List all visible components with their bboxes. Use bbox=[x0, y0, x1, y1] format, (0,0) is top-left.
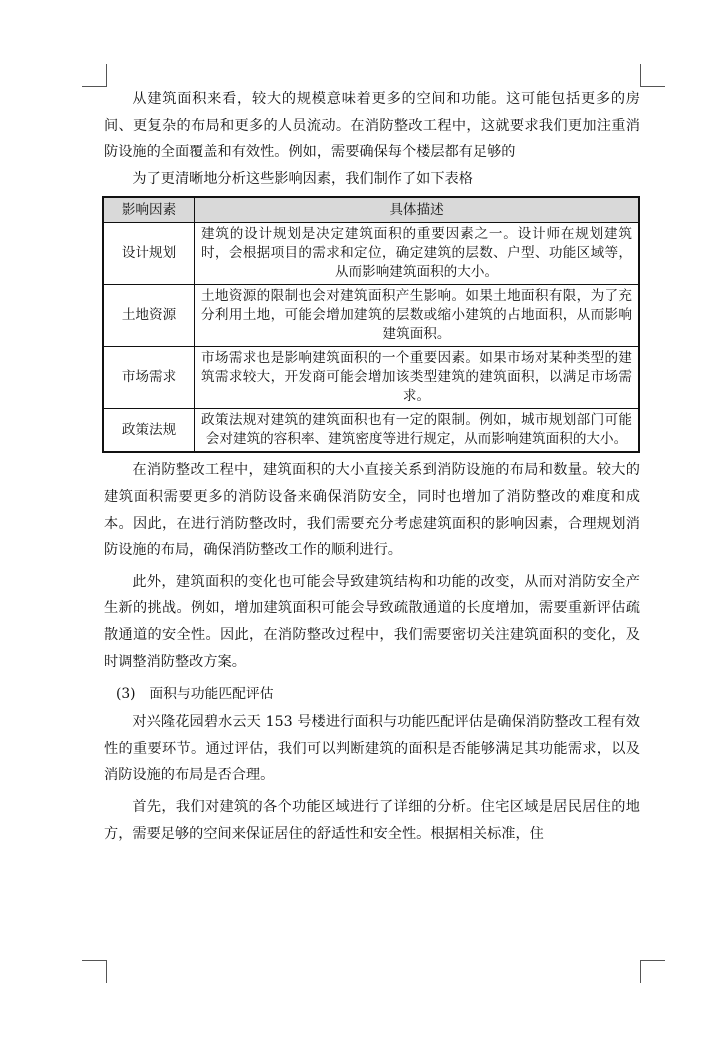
table-header-row bbox=[103, 197, 639, 223]
factor-cell: 政策法规 bbox=[103, 409, 195, 453]
description-cell bbox=[195, 285, 640, 347]
paragraph: 在消防整改工程中，建筑面积的大小直接关系到消防设施的布局和数量。较大的建筑面积需要更多的消防设备来确保消防安全，同时也增加了消防整改的难度和成本。因此，在进行消防整改时，我们需要充分考虑建筑面积的影响因素，合理规划消防设施的布局，确保消防整改工作的顺利进行。 bbox=[104, 462, 640, 559]
paragraph: 从建筑面积来看，较大的规模意味着更多的空间和功能。这可能包括更多的房间、更复杂的布局和更多的人员流动。在消防整改工程中，这就要求我们更加注重消防设施的全面覆盖和有效性。例如，需要确保每个楼层都有足够的 bbox=[104, 91, 640, 161]
description-cell bbox=[195, 347, 640, 409]
paragraph: 此外，建筑面积的变化也可能会导致建筑结构和功能的改变，从而对消防安全产生新的挑战。例如，增加建筑面积可能会导致疏散通道的长度增加，需要重新评估疏散通道的安全性。因此，在消防整改过程中，我们需要密切关注建筑面积的变化，及时调整消防整改方案。 bbox=[104, 573, 640, 670]
description-text: 建筑的设计规划是决定建筑面积的重要因素之一。设计师在规划建筑时，会根据项目的需求和定位，确定建筑的层数、户型、功能区域等，从而影响建筑面积的大小。 bbox=[201, 226, 632, 281]
factor-table bbox=[102, 196, 640, 453]
factor-cell: 设计规划 bbox=[103, 223, 195, 285]
description-cell bbox=[195, 223, 640, 285]
crop-mark-top-right bbox=[640, 64, 665, 87]
crop-mark-bottom-left bbox=[82, 960, 107, 983]
description-text: 土地资源的限制也会对建筑面积产生影响。如果土地面积有限，为了充分利用土地，可能会增加建筑的层数或缩小建筑的占地面积，从而影响建筑面积。 bbox=[201, 288, 632, 343]
factor-cell: 市场需求 bbox=[103, 347, 195, 409]
description-cell bbox=[195, 409, 640, 453]
header-description: 具体描述 bbox=[195, 197, 640, 223]
section-heading: (3) 面积与功能匹配评估 bbox=[116, 686, 274, 703]
paragraph: 对兴隆花园碧水云天 153 号楼进行面积与功能匹配评估是确保消防整改工程有效性的重要环节。通过评估，我们可以判断建筑的面积是否能够满足其功能需求，以及消防设施的布局是否合理。 bbox=[104, 714, 640, 784]
factor-cell: 土地资源 bbox=[103, 285, 195, 347]
crop-mark-bottom-right bbox=[640, 960, 665, 983]
paragraph: 首先，我们对建筑的各个功能区域进行了详细的分析。住宅区域是居民居住的地方，需要足够的空间来保证居住的舒适性和安全性。根据相关标准，住 bbox=[104, 798, 640, 842]
crop-mark-top-left bbox=[82, 64, 107, 87]
page-body bbox=[104, 86, 640, 847]
table-row bbox=[103, 409, 639, 453]
table-intro: 为了更清晰地分析这些影响因素，我们制作了如下表格 bbox=[132, 170, 473, 187]
table-row bbox=[103, 285, 639, 347]
description-text: 市场需求也是影响建筑面积的一个重要因素。如果市场对某种类型的建筑需求较大，开发商可能会增加该类型建筑的建筑面积，以满足市场需求。 bbox=[201, 350, 632, 405]
table-row bbox=[103, 347, 639, 409]
table-row bbox=[103, 223, 639, 285]
header-factor: 影响因素 bbox=[103, 197, 195, 223]
description-text: 政策法规对建筑的建筑面积也有一定的限制。例如，城市规划部门可能会对建筑的容积率、建筑密度等进行规定，从而影响建筑面积的大小。 bbox=[201, 412, 632, 448]
